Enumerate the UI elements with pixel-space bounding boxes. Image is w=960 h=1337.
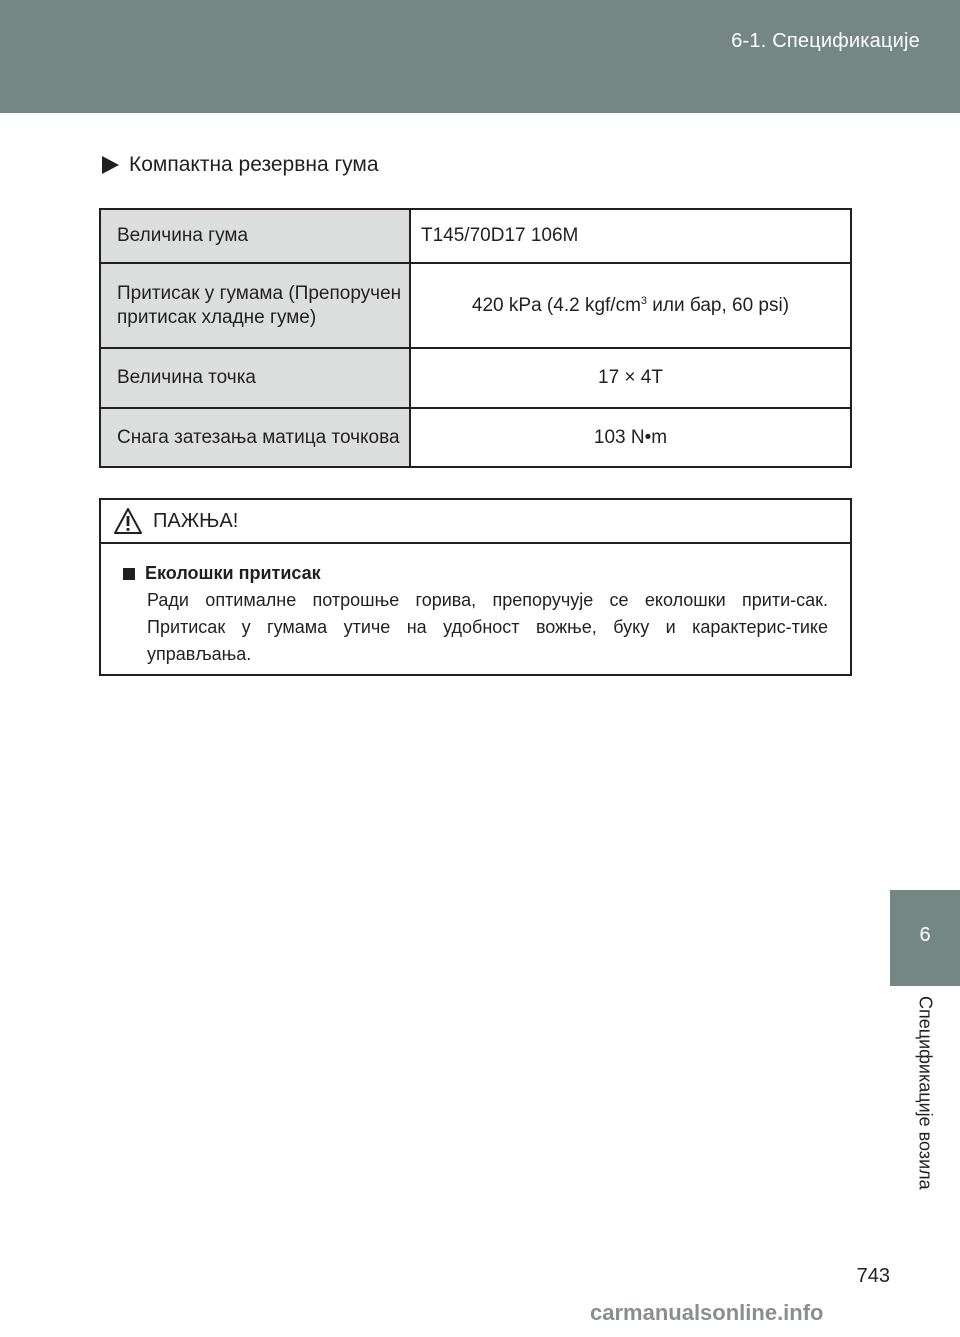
caution-header xyxy=(101,500,850,544)
spec-table xyxy=(99,208,852,468)
right-arrow-icon xyxy=(102,156,119,174)
warning-triangle-icon xyxy=(113,507,143,535)
row-value: 17 × 4T xyxy=(410,348,851,408)
table-row xyxy=(100,263,851,348)
row-label: Притисак у гумама (Препоручен притисак хладне гуме) xyxy=(100,263,410,348)
row-value: T145/70D17 106M xyxy=(410,209,851,263)
value-rest: или бар, 60 psi) xyxy=(647,294,790,316)
caution-title: ПАЖЊА! xyxy=(153,509,239,532)
section-title: 6-1. Спецификације xyxy=(731,30,920,52)
table-row xyxy=(100,408,851,467)
watermark: carmanualsonline.info xyxy=(590,1300,824,1325)
square-bullet-icon xyxy=(123,568,135,580)
value-superscript: 3 xyxy=(640,294,648,307)
caution-item-text: Ради оптималне потрошње горива, препоручује се еколошки прити-сак. Притисак у гумама утиче на удобност вожње, буку и карактерис-тике управљања. xyxy=(147,590,828,664)
chapter-title: Спецификације возила xyxy=(915,996,936,1190)
caution-body xyxy=(101,544,850,668)
row-value xyxy=(410,263,851,348)
table-row xyxy=(100,209,851,263)
chapter-tab xyxy=(890,890,960,986)
chapter-label-area xyxy=(890,986,960,1226)
section-heading xyxy=(102,153,379,177)
heading-text: Компактна резервна гума xyxy=(129,153,379,176)
row-label: Снага затезања матица точкова xyxy=(100,408,410,467)
header-bar xyxy=(0,0,960,113)
chapter-number: 6 xyxy=(919,924,931,946)
table-row xyxy=(100,348,851,408)
caution-box xyxy=(99,498,852,676)
row-label: Величина точка xyxy=(100,348,410,408)
caution-item-title xyxy=(123,560,828,587)
row-value: 103 N•m xyxy=(410,408,851,467)
page-number: 743 xyxy=(856,1265,890,1287)
value-main: 420 kPa (4.2 kgf/cm xyxy=(471,294,641,316)
caution-item-title-text: Еколошки притисак xyxy=(145,563,321,583)
row-label: Величина гума xyxy=(100,209,410,263)
